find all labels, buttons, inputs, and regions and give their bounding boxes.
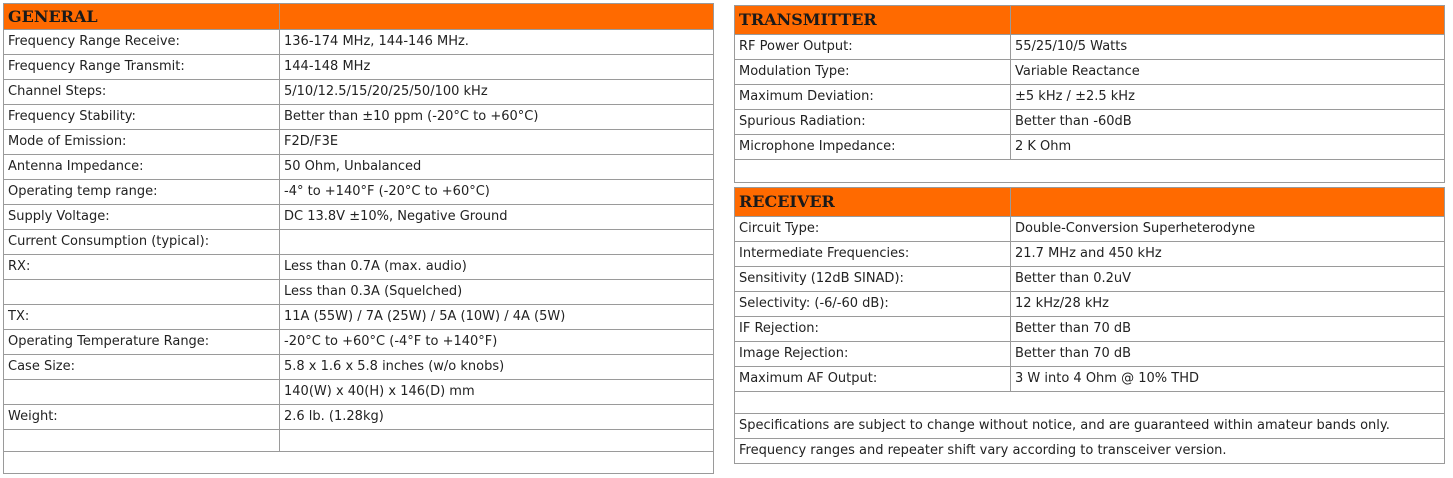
spec-value: 2.6 lb. (1.28kg) [280,405,714,430]
table-row [735,217,1445,242]
table-row [4,255,714,280]
spec-value [280,230,714,255]
empty-cell [4,452,714,474]
spec-value: 144-148 MHz [280,55,714,80]
table-row [4,355,714,380]
header-blank-cell [280,4,714,30]
spec-label [4,380,280,405]
table-row [4,305,714,330]
table-row [735,367,1445,392]
transmitter-header-row [735,6,1445,35]
table-row [735,135,1445,160]
spec-label [4,280,280,305]
spec-label: Sensitivity (12dB SINAD): [735,267,1011,292]
spec-label: Maximum Deviation: [735,85,1011,110]
spec-label: Frequency Range Receive: [4,30,280,55]
spec-value: 11A (55W) / 7A (25W) / 5A (10W) / 4A (5W) [280,305,714,330]
spec-value: F2D/F3E [280,130,714,155]
empty-cell [735,392,1445,414]
table-row [4,180,714,205]
spec-value: ±5 kHz / ±2.5 kHz [1011,85,1445,110]
spec-label: Maximum AF Output: [735,367,1011,392]
table-row [735,242,1445,267]
spec-label: Operating Temperature Range: [4,330,280,355]
spec-label: Intermediate Frequencies: [735,242,1011,267]
spec-label: Image Rejection: [735,342,1011,367]
empty-cell [4,430,280,452]
spec-label: Antenna Impedance: [4,155,280,180]
spec-label: Circuit Type: [735,217,1011,242]
spec-label: Frequency Stability: [4,105,280,130]
spec-label: Case Size: [4,355,280,380]
spec-label: Microphone Impedance: [735,135,1011,160]
spec-value: Better than 70 dB [1011,342,1445,367]
spec-value: Less than 0.3A (Squelched) [280,280,714,305]
table-row [4,330,714,355]
note-row [735,414,1445,439]
spec-value: 136-174 MHz, 144-146 MHz. [280,30,714,55]
spec-value: Double-Conversion Superheterodyne [1011,217,1445,242]
note-row [735,439,1445,464]
spec-label: Frequency Range Transmit: [4,55,280,80]
spec-value: 12 kHz/28 kHz [1011,292,1445,317]
spec-value: 55/25/10/5 Watts [1011,35,1445,60]
table-row [4,405,714,430]
header-blank-cell [1011,6,1445,35]
spec-value: 140(W) x 40(H) x 146(D) mm [280,380,714,405]
spec-value: 3 W into 4 Ohm @ 10% THD [1011,367,1445,392]
spec-value: 5.8 x 1.6 x 5.8 inches (w/o knobs) [280,355,714,380]
table-row [4,80,714,105]
spec-value: Variable Reactance [1011,60,1445,85]
general-header-row [4,4,714,30]
spec-label: Modulation Type: [735,60,1011,85]
spec-value: DC 13.8V ±10%, Negative Ground [280,205,714,230]
spec-note: Specifications are subject to change without notice, and are guaranteed within amateur bands only. [735,414,1445,439]
transmitter-spec-table [734,5,1445,183]
general-title: GENERAL [4,4,280,30]
table-row [735,292,1445,317]
spec-value: Less than 0.7A (max. audio) [280,255,714,280]
table-row [735,60,1445,85]
empty-row [735,160,1445,183]
spec-label: Selectivity: (-6/-60 dB): [735,292,1011,317]
transmitter-title: TRANSMITTER [735,6,1011,35]
spec-value: Better than 0.2uV [1011,267,1445,292]
spec-label: RF Power Output: [735,35,1011,60]
spec-value: -4° to +140°F (-20°C to +60°C) [280,180,714,205]
table-row [4,30,714,55]
empty-row [735,392,1445,414]
general-spec-table [3,3,714,474]
spec-label: IF Rejection: [735,317,1011,342]
spec-label: TX: [4,305,280,330]
empty-row [4,430,714,452]
spec-note: Frequency ranges and repeater shift vary according to transceiver version. [735,439,1445,464]
spec-label: Operating temp range: [4,180,280,205]
spec-label: Supply Voltage: [4,205,280,230]
table-row [4,155,714,180]
table-row [4,55,714,80]
table-row [4,130,714,155]
receiver-title: RECEIVER [735,188,1011,217]
table-row [735,267,1445,292]
spec-label: Mode of Emission: [4,130,280,155]
spec-value: Better than -60dB [1011,110,1445,135]
empty-cell [735,160,1445,183]
table-row [735,85,1445,110]
table-row [735,110,1445,135]
spec-label: Weight: [4,405,280,430]
table-row [4,105,714,130]
spec-value: 5/10/12.5/15/20/25/50/100 kHz [280,80,714,105]
spec-value: 2 K Ohm [1011,135,1445,160]
spec-label: Current Consumption (typical): [4,230,280,255]
spec-value: 50 Ohm, Unbalanced [280,155,714,180]
receiver-header-row [735,188,1445,217]
table-row [4,230,714,255]
spec-label: Spurious Radiation: [735,110,1011,135]
table-row [735,35,1445,60]
spec-value: -20°C to +60°C (-4°F to +140°F) [280,330,714,355]
table-row [4,380,714,405]
table-row [735,317,1445,342]
header-blank-cell [1011,188,1445,217]
spec-label: RX: [4,255,280,280]
table-row [4,205,714,230]
empty-row [4,452,714,474]
spec-label: Channel Steps: [4,80,280,105]
spec-value: Better than 70 dB [1011,317,1445,342]
empty-cell [280,430,714,452]
receiver-spec-table [734,187,1445,464]
table-row [735,342,1445,367]
spec-value: 21.7 MHz and 450 kHz [1011,242,1445,267]
spec-value: Better than ±10 ppm (-20°C to +60°C) [280,105,714,130]
table-row [4,280,714,305]
